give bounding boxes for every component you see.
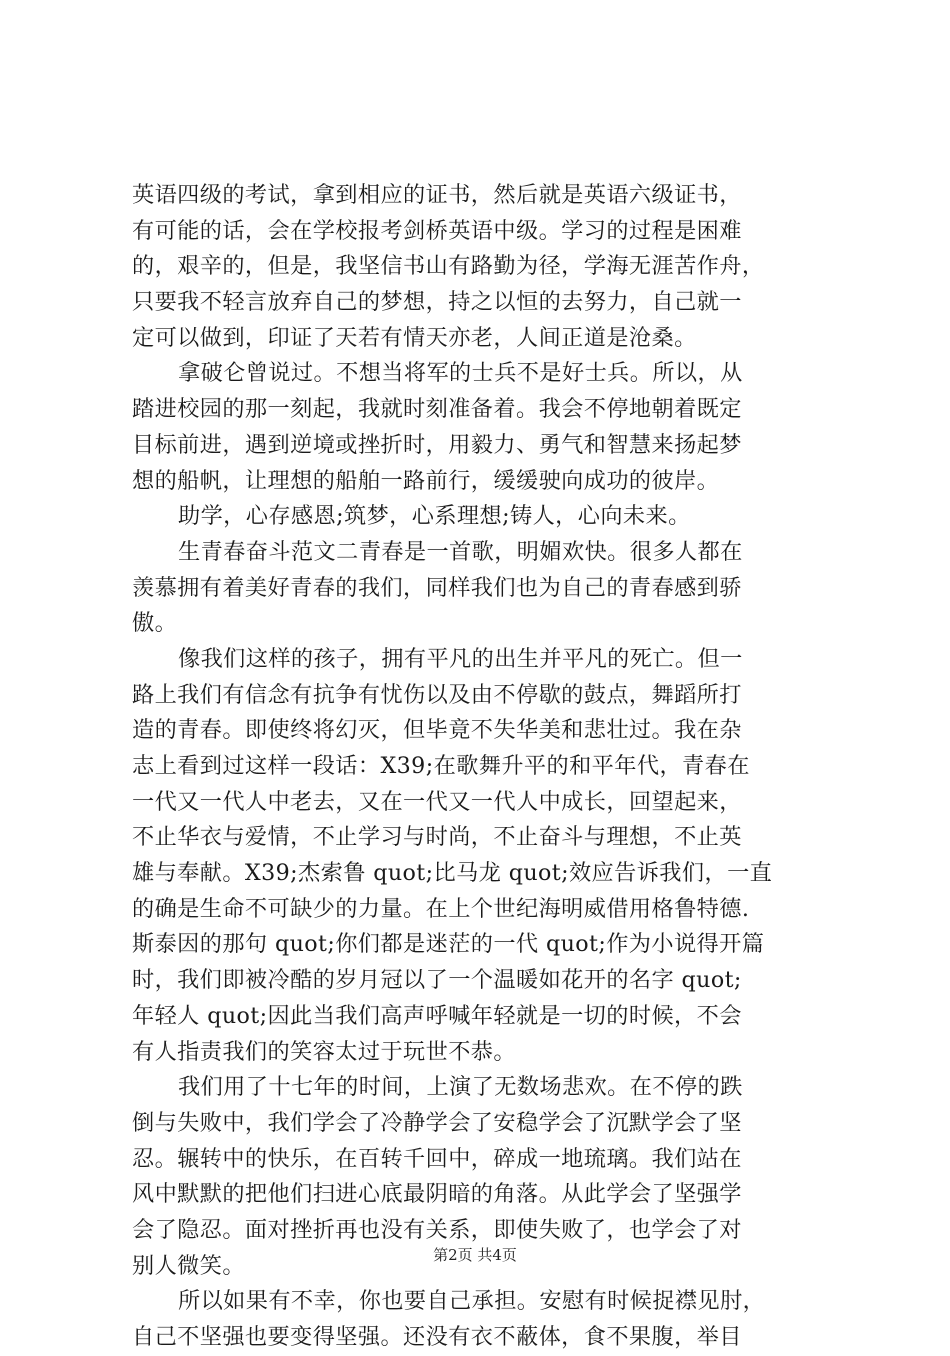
document-body (132, 178, 832, 1356)
text-line: 雄与奉献。X39;杰索鲁 quot;比马龙 quot;效应告诉我们，一直 (132, 860, 773, 887)
text-line: 羡慕拥有着美好青春的我们，同样我们也为自己的青春感到骄 (132, 574, 742, 601)
text-line: 踏进校园的那一刻起，我就时刻准备着。我会不停地朝着既定 (132, 396, 742, 423)
page-number-footer: 第2页 共4页 (433, 1246, 517, 1264)
paragraph-first-line: 像我们这样的孩子，拥有平凡的出生并平凡的死亡。但一 (178, 645, 743, 672)
text-line: 倒与失败中，我们学会了冷静学会了安稳学会了沉默学会了坚 (132, 1109, 742, 1136)
paragraph-first-line: 所以如果有不幸，你也要自己承担。安慰有时候捉襟见肘， (178, 1288, 766, 1315)
text-line: 有人指责我们的笑容太过于玩世不恭。 (132, 1038, 516, 1065)
paragraph-first-line: 我们用了十七年的时间，上演了无数场悲欢。在不停的跌 (178, 1074, 743, 1101)
text-line: 目标前进，遇到逆境或挫折时，用毅力、勇气和智慧来扬起梦 (132, 431, 742, 458)
text-line: 自己不坚强也要变得坚强。还没有衣不蔽体，食不果腹，举目 (132, 1324, 742, 1350)
text-line: 英语四级的考试，拿到相应的证书，然后就是英语六级证书， (132, 182, 742, 208)
text-line: 傲。 (132, 610, 178, 637)
paragraph-first-line: 生青春奋斗范文二青春是一首歌，明媚欢快。很多人都在 (178, 538, 743, 565)
text-line: 只要我不轻言放弃自己的梦想，持之以恒的去努力，自己就一 (132, 289, 742, 316)
text-line: 一代又一代人中老去，又在一代又一代人中成长，回望起来， (132, 788, 742, 815)
text-line: 不止华衣与爱情，不止学习与时尚，不止奋斗与理想，不止英 (132, 824, 742, 851)
text-line: 路上我们有信念有抗争有忧伤以及由不停歇的鼓点，舞蹈所打 (132, 681, 742, 708)
paragraph-first-line: 助学，心存感恩;筑梦，心系理想;铸人，心向未来。 (178, 503, 691, 530)
text-line: 志上看到过这样一段话：X39;在歌舞升平的和平年代，青春在 (132, 753, 750, 779)
text-line: 的确是生命不可缺少的力量。在上个世纪海明威借用格鲁特德. (132, 895, 750, 922)
paragraph-first-line: 拿破仑曾说过。不想当将军的士兵不是好士兵。所以，从 (178, 360, 743, 387)
text-line: 斯泰因的那句 quot;你们都是迷茫的一代 quot;作为小说得开篇 (132, 931, 765, 958)
text-line: 会了隐忍。面对挫折再也没有关系，即使失败了，也学会了对 (132, 1216, 742, 1243)
text-line: 想的船帆，让理想的船舶一路前行，缓缓驶向成功的彼岸。 (132, 467, 720, 494)
text-line: 忍。辗转中的快乐，在百转千回中，碎成一地琉璃。我们站在 (132, 1145, 742, 1172)
text-line: 时，我们即被冷酷的岁月冠以了一个温暖如花开的名字 quot; (132, 967, 742, 994)
text-line: 造的青春。即使终将幻灭，但毕竟不失华美和悲壮过。我在杂 (132, 717, 742, 744)
text-line: 定可以做到，印证了天若有情天亦老，人间正道是沧桑。 (132, 324, 697, 351)
text-line: 有可能的话，会在学校报考剑桥英语中级。学习的过程是困难 (132, 217, 742, 244)
text-line: 别人微笑。 (132, 1252, 245, 1279)
text-line: 风中默默的把他们扫进心底最阴暗的角落。从此学会了坚强学 (132, 1181, 742, 1208)
text-line: 的，艰辛的，但是，我坚信书山有路勤为径，学海无涯苦作舟， (132, 253, 765, 280)
text-line: 年轻人 quot;因此当我们高声呼喊年轻就是一切的时候，不会 (132, 1002, 742, 1029)
